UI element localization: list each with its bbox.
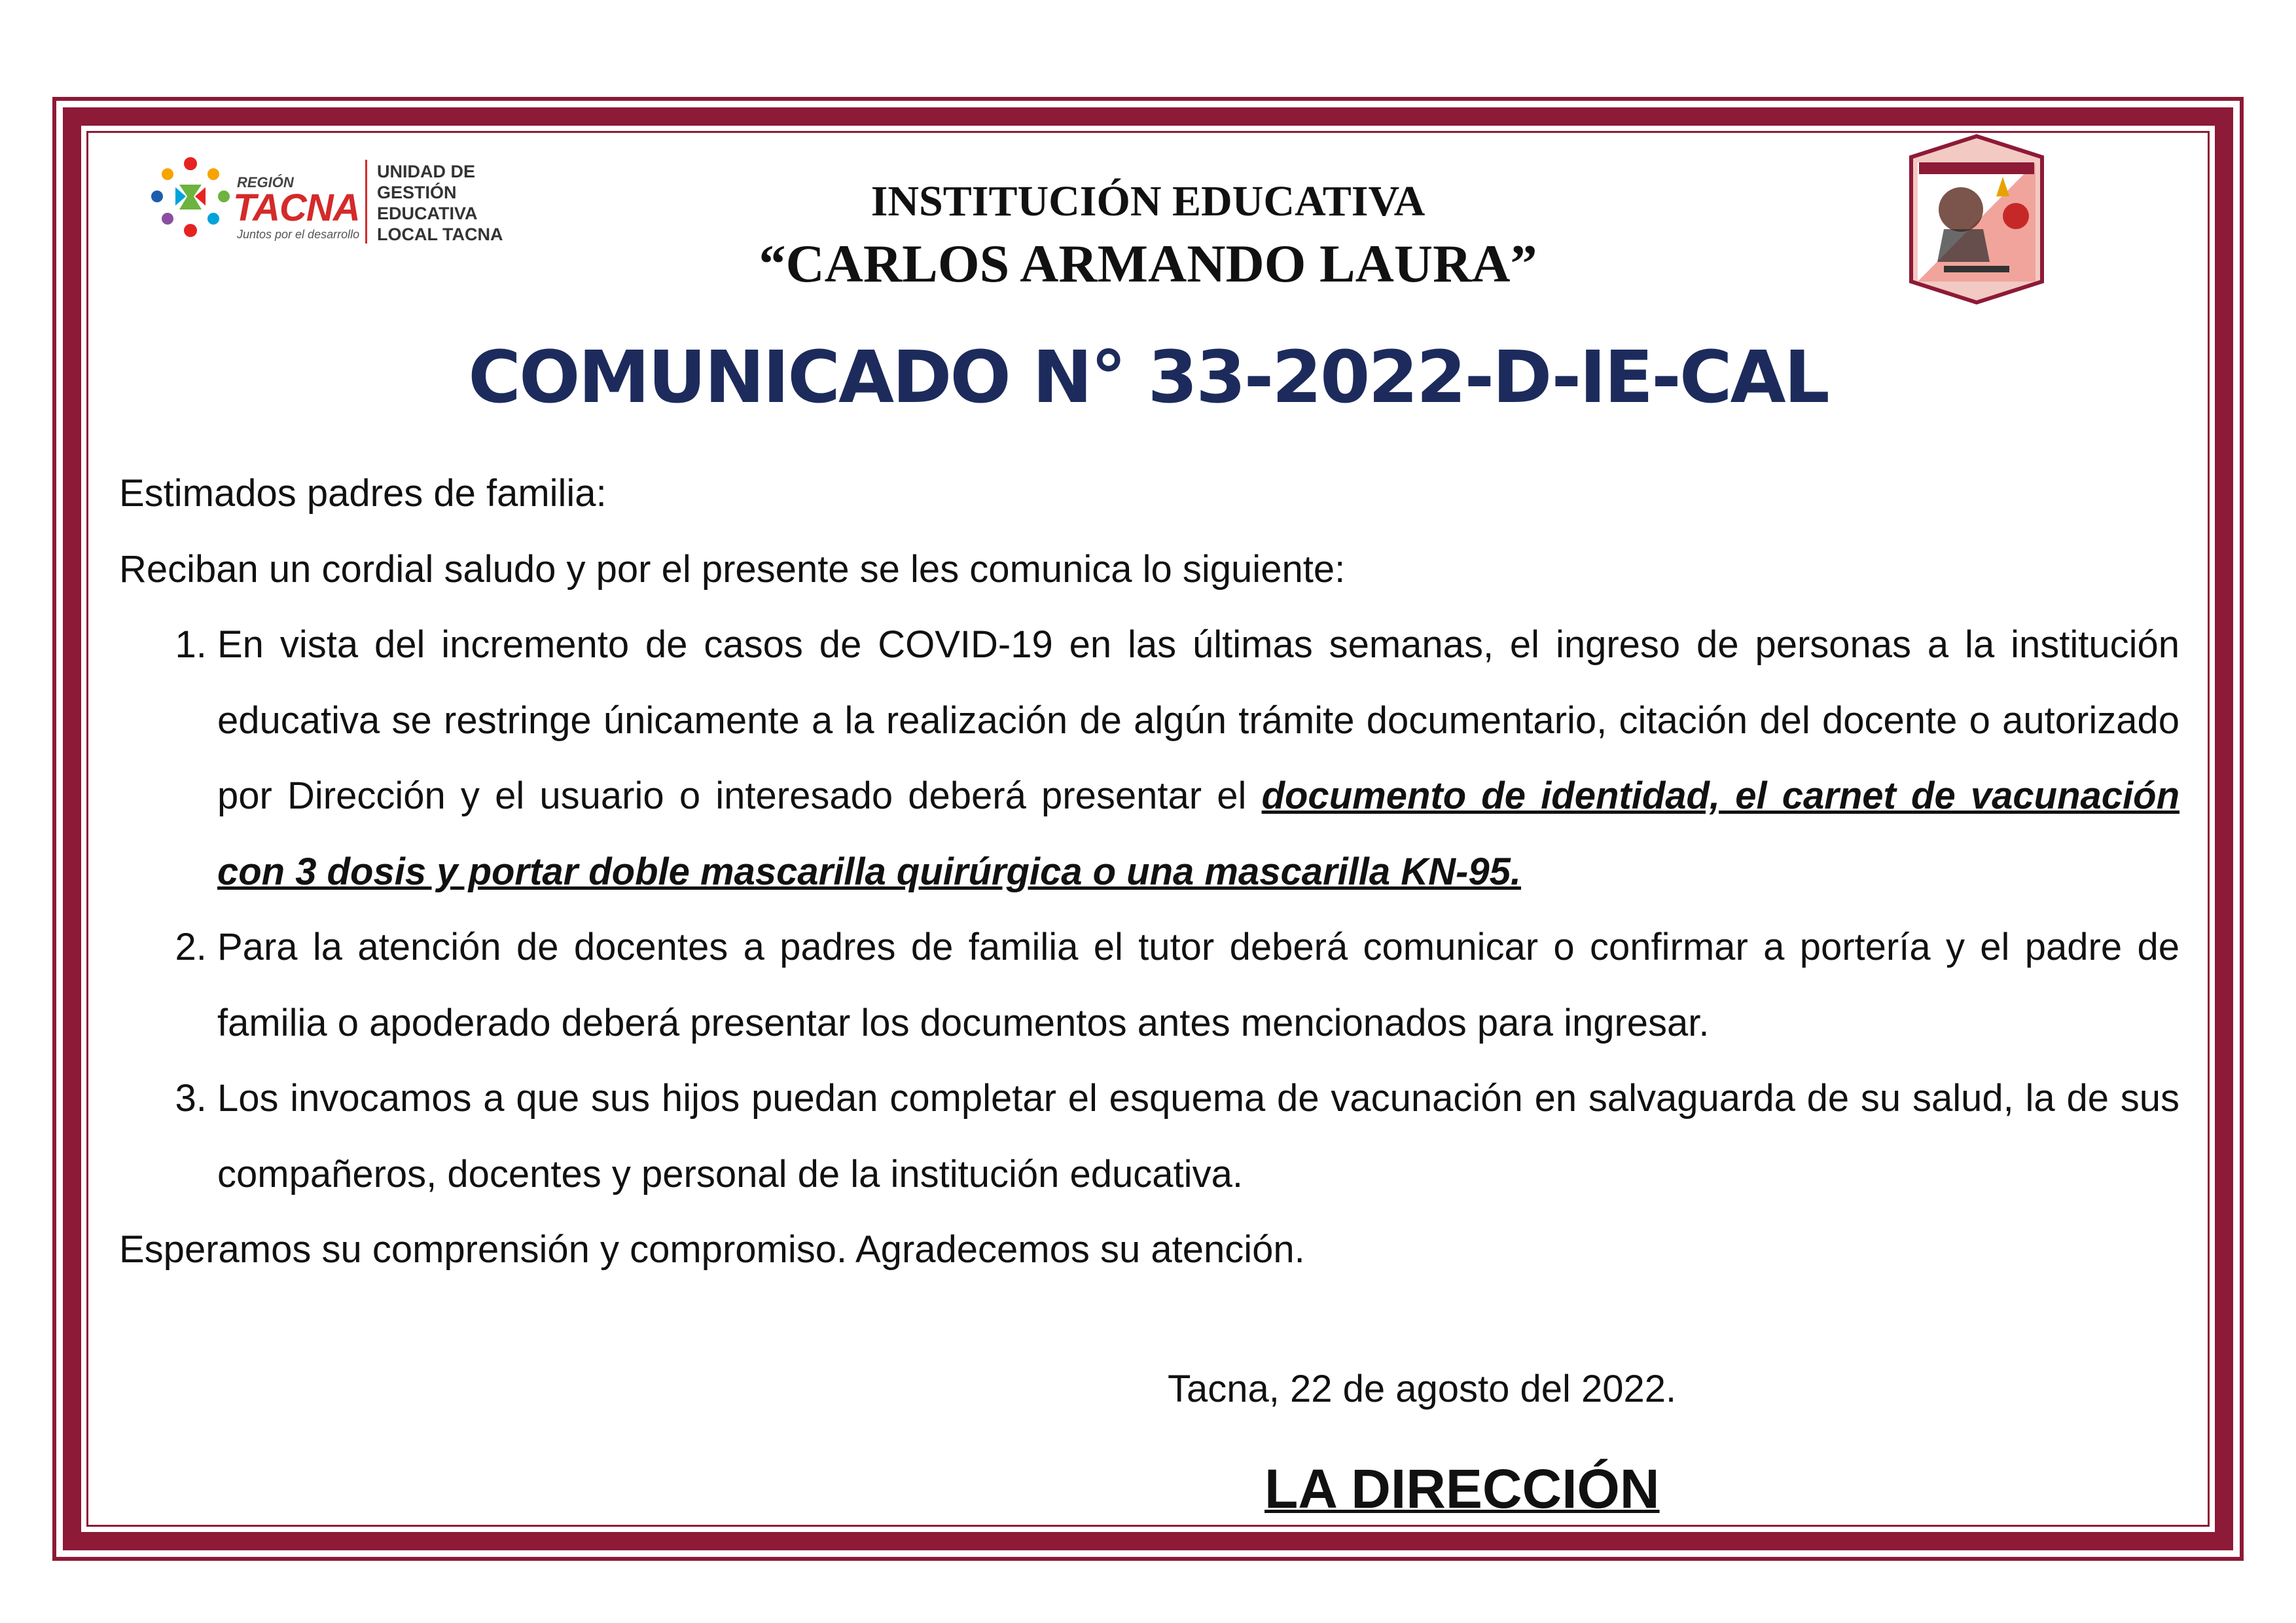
list-item [217,607,2179,909]
logo-unit-line: GESTIÓN [377,183,457,202]
list-item [217,909,2179,1061]
list-item-text: Para la atención de docentes a padres de familia el tutor deberá comunicar o confirmar a portería y el padre de familia o apoderado deberá presentar los documentos antes mencionados para ingresar. [217,926,2179,1044]
list-item [217,1061,2179,1212]
school-name: “CARLOS ARMANDO LAURA” [759,234,1537,293]
intro-paragraph: Reciban un cordial saludo y por el presente se les comunica lo siguiente: [119,547,1346,591]
logo-unit-line: LOCAL TACNA [377,225,503,244]
communique-title: COMUNICADO N° 33-2022-D-IE-CAL [468,335,1828,419]
logo-slogan: Juntos por el desarrollo [237,228,360,241]
notice-list [119,607,2179,1212]
list-item-text: En vista del incremento de casos de COVID-19 en las últimas semanas, el ingreso de personas a la institución educativa se restringe únicamente a la realización de algún trámite documentario, citación del docente o autorizado por Dirección y el usuario o interesado deberá presentar el [217,623,2179,817]
logo-unit-line: EDUCATIVA [377,204,478,223]
closing-paragraph: Esperamos su comprensión y compromiso. Agradecemos su atención. [119,1228,1305,1271]
logo-region-text: REGIÓN [237,174,294,191]
logo-tacna-text: TACNA [233,187,360,229]
list-item-emphasis: documento de identidad, el carnet de vacunación con 3 dosis y portar doble mascarilla quirúrgica o una mascarilla KN-95. [217,775,2179,893]
logo-unit-line: UNIDAD DE [377,162,476,181]
letter-body [119,456,2179,1288]
signature: LA DIRECCIÓN [1265,1458,1660,1520]
institution-heading: INSTITUCIÓN EDUCATIVA [870,177,1426,225]
list-item-text: Los invocamos a que sus hijos puedan completar el esquema de vacunación en salvaguarda de su salud, la de sus compañeros, docentes y personal de la institución educativa. [217,1077,2179,1195]
date-line: Tacna, 22 de agosto del 2022. [1168,1368,1677,1410]
greeting: Estimados padres de familia: [119,472,607,515]
